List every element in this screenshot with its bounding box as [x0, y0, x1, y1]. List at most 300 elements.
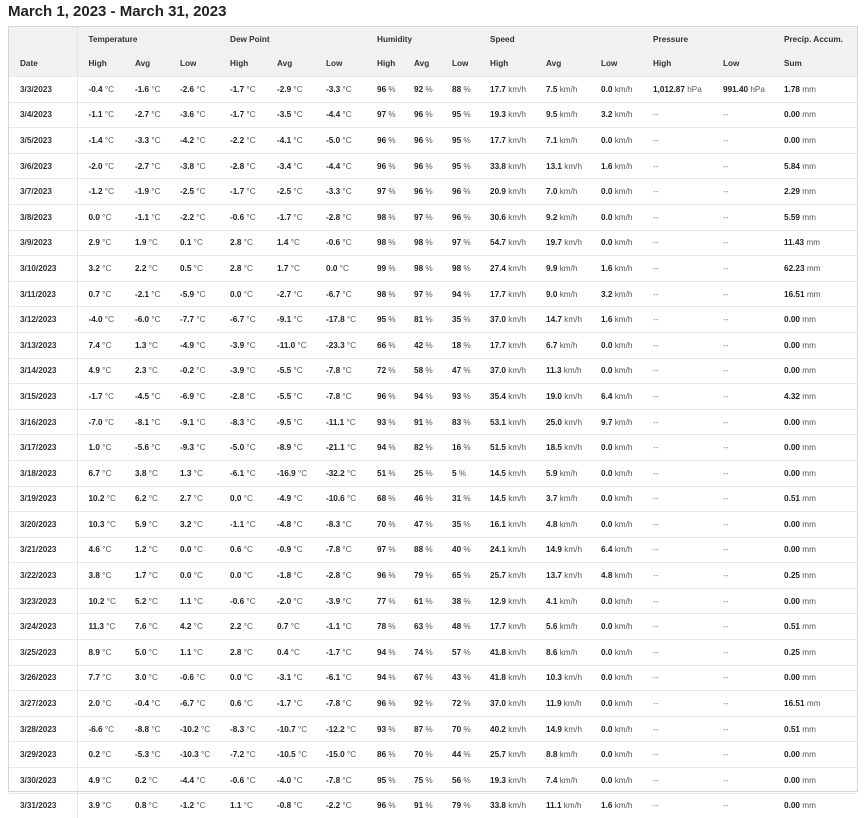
temp-low-unit: °C [196, 699, 205, 708]
humidity-high-value: 78 [377, 622, 386, 631]
humidity-avg-unit: % [425, 725, 432, 734]
speed-avg-cell [535, 588, 590, 614]
precip-sum-cell [773, 537, 857, 563]
precip-sum-unit: mm [802, 110, 816, 119]
date-cell: 3/25/2023 [9, 640, 77, 666]
dew-avg-cell [266, 332, 315, 358]
precip-sum-cell [773, 179, 857, 205]
table-row [9, 230, 857, 256]
humidity-avg-cell [403, 742, 441, 768]
date-cell: 3/31/2023 [9, 793, 77, 818]
temp-high-value: -2.0 [89, 162, 103, 171]
dew-avg-value: -16.9 [277, 469, 296, 478]
temp-high-cell [77, 77, 124, 103]
dew-high-cell [219, 409, 266, 435]
temp-high-cell [77, 281, 124, 307]
speed-high-unit: km/h [508, 725, 526, 734]
table-row [9, 742, 857, 768]
temp-avg-value: -1.6 [135, 85, 149, 94]
dew-high-value: -8.3 [230, 418, 244, 427]
temp-high-cell [77, 768, 124, 794]
temp-low-unit: °C [196, 290, 205, 299]
column-header-humidity-avg: Avg [403, 51, 441, 77]
precip-sum-value: 0.51 [784, 494, 800, 503]
humidity-avg-cell [403, 153, 441, 179]
speed-high-value: 30.6 [490, 213, 506, 222]
humidity-high-value: 99 [377, 264, 386, 273]
speed-high-value: 41.8 [490, 673, 506, 682]
humidity-high-cell [366, 230, 403, 256]
temp-avg-value: 1.9 [135, 238, 146, 247]
speed-avg-value: 10.3 [546, 673, 562, 682]
speed-low-unit: km/h [615, 264, 633, 273]
precip-sum-value: 4.32 [784, 392, 800, 401]
temp-low-unit: °C [196, 315, 205, 324]
speed-low-value: 1.6 [601, 264, 612, 273]
temp-low-cell [169, 179, 219, 205]
table-row [9, 384, 857, 410]
speed-high-unit: km/h [508, 110, 526, 119]
precip-sum-unit: mm [802, 725, 816, 734]
speed-low-cell [590, 281, 642, 307]
pressure-high-cell: -- [642, 230, 712, 256]
dew-low-cell [315, 384, 366, 410]
temp-high-cell [77, 665, 124, 691]
speed-high-value: 33.8 [490, 801, 506, 810]
temp-avg-value: -2.7 [135, 110, 149, 119]
temp-avg-cell [124, 332, 169, 358]
dew-low-value: -7.8 [326, 545, 340, 554]
precip-sum-cell [773, 230, 857, 256]
dew-low-cell [315, 691, 366, 717]
dew-avg-value: -9.5 [277, 418, 291, 427]
speed-avg-value: 14.9 [546, 545, 562, 554]
humidity-low-cell [441, 409, 479, 435]
speed-avg-value: 11.9 [546, 699, 561, 708]
speed-high-value: 12.9 [490, 597, 506, 606]
temp-avg-unit: °C [151, 110, 160, 119]
speed-high-value: 35.4 [490, 392, 506, 401]
dew-avg-unit: °C [298, 341, 307, 350]
temp-low-cell [169, 512, 219, 538]
date-cell: 3/3/2023 [9, 77, 77, 103]
speed-low-cell [590, 614, 642, 640]
temp-high-cell [77, 256, 124, 282]
humidity-low-unit: % [463, 315, 470, 324]
precip-sum-unit: mm [802, 341, 816, 350]
speed-low-unit: km/h [615, 571, 633, 580]
table-row [9, 281, 857, 307]
date-cell: 3/7/2023 [9, 179, 77, 205]
humidity-avg-unit: % [425, 469, 432, 478]
dew-high-value: 1.1 [230, 801, 241, 810]
speed-avg-unit: km/h [560, 469, 578, 478]
temp-avg-cell [124, 588, 169, 614]
humidity-low-cell [441, 384, 479, 410]
temp-low-value: -3.6 [180, 110, 194, 119]
humidity-avg-value: 82 [414, 443, 423, 452]
dew-avg-unit: °C [293, 571, 302, 580]
date-cell: 3/17/2023 [9, 435, 77, 461]
column-header-speed-avg: Avg [535, 51, 590, 77]
speed-avg-cell [535, 384, 590, 410]
pressure-low-unit: hPa [750, 85, 765, 94]
humidity-avg-unit: % [425, 264, 432, 273]
speed-avg-cell [535, 640, 590, 666]
humidity-avg-cell [403, 460, 441, 486]
precip-sum-unit: mm [802, 315, 816, 324]
speed-avg-value: 9.9 [546, 264, 557, 273]
temp-avg-value: -3.3 [135, 136, 149, 145]
dew-avg-unit: °C [291, 264, 300, 273]
humidity-high-value: 94 [377, 673, 386, 682]
temp-high-value: -1.2 [89, 187, 103, 196]
dew-low-unit: °C [342, 571, 351, 580]
temp-low-unit: °C [194, 545, 203, 554]
humidity-avg-unit: % [425, 290, 432, 299]
humidity-low-unit: % [463, 443, 470, 452]
speed-low-cell [590, 793, 642, 818]
temp-avg-cell [124, 742, 169, 768]
temp-high-unit: °C [107, 494, 116, 503]
precip-sum-unit: mm [802, 136, 816, 145]
temp-low-cell [169, 77, 219, 103]
humidity-avg-unit: % [425, 85, 432, 94]
dew-low-cell [315, 332, 366, 358]
dew-low-cell [315, 563, 366, 589]
humidity-high-value: 97 [377, 110, 386, 119]
humidity-avg-unit: % [425, 341, 432, 350]
pressure-high-cell: -- [642, 384, 712, 410]
dew-avg-cell [266, 640, 315, 666]
humidity-high-cell [366, 281, 403, 307]
speed-low-value: 0.0 [601, 597, 612, 606]
dew-low-unit: °C [342, 648, 351, 657]
temp-low-cell [169, 460, 219, 486]
speed-low-unit: km/h [615, 597, 633, 606]
humidity-low-cell [441, 512, 479, 538]
temp-high-cell [77, 435, 124, 461]
humidity-avg-value: 98 [414, 238, 423, 247]
precip-sum-unit: mm [802, 801, 816, 810]
humidity-high-value: 95 [377, 315, 386, 324]
humidity-low-unit: % [463, 801, 470, 810]
temp-avg-cell [124, 640, 169, 666]
humidity-high-cell [366, 204, 403, 230]
speed-high-cell [479, 204, 535, 230]
precip-sum-unit: mm [802, 545, 816, 554]
humidity-high-value: 98 [377, 238, 386, 247]
temp-avg-value: -5.6 [135, 443, 149, 452]
speed-high-cell [479, 281, 535, 307]
dew-low-cell [315, 204, 366, 230]
speed-high-value: 17.7 [490, 290, 506, 299]
speed-avg-unit: km/h [564, 162, 582, 171]
dew-avg-cell [266, 77, 315, 103]
speed-high-unit: km/h [508, 469, 526, 478]
speed-low-value: 0.0 [601, 750, 612, 759]
speed-low-unit: km/h [615, 725, 633, 734]
temp-low-unit: °C [194, 469, 203, 478]
speed-avg-value: 9.5 [546, 110, 557, 119]
table-row [9, 537, 857, 563]
dew-low-cell [315, 742, 366, 768]
speed-low-unit: km/h [615, 699, 633, 708]
pressure-high-value: 1,012.87 [653, 85, 685, 94]
precip-sum-cell [773, 409, 857, 435]
precip-sum-value: 0.00 [784, 136, 800, 145]
speed-avg-value: 13.1 [546, 162, 562, 171]
dew-low-unit: °C [347, 469, 356, 478]
dew-avg-unit: °C [293, 801, 302, 810]
humidity-low-unit: % [463, 673, 470, 682]
precip-sum-cell [773, 281, 857, 307]
pressure-low-cell: -- [712, 332, 773, 358]
dew-high-cell [219, 230, 266, 256]
speed-low-cell [590, 204, 642, 230]
humidity-low-unit: % [463, 110, 470, 119]
speed-low-cell [590, 256, 642, 282]
speed-low-unit: km/h [615, 341, 633, 350]
pressure-low-cell: -- [712, 281, 773, 307]
temp-high-unit: °C [105, 392, 114, 401]
humidity-avg-value: 88 [414, 545, 423, 554]
speed-high-unit: km/h [508, 597, 526, 606]
speed-low-value: 3.2 [601, 110, 612, 119]
speed-high-value: 14.5 [490, 469, 506, 478]
column-header-speed-low: Low [590, 51, 642, 77]
temp-avg-cell [124, 460, 169, 486]
humidity-high-unit: % [388, 673, 395, 682]
humidity-avg-unit: % [425, 571, 432, 580]
speed-high-unit: km/h [508, 290, 526, 299]
temp-avg-value: -4.5 [135, 392, 149, 401]
humidity-high-unit: % [388, 469, 395, 478]
humidity-avg-value: 96 [414, 136, 423, 145]
humidity-high-unit: % [388, 290, 395, 299]
temp-avg-unit: °C [149, 776, 158, 785]
dew-high-value: 2.8 [230, 648, 241, 657]
temp-low-value: 1.1 [180, 648, 191, 657]
dew-avg-cell [266, 563, 315, 589]
speed-avg-value: 14.7 [546, 315, 562, 324]
precip-sum-cell [773, 128, 857, 154]
precip-sum-unit: mm [807, 699, 821, 708]
speed-avg-cell [535, 512, 590, 538]
humidity-avg-unit: % [425, 443, 432, 452]
humidity-high-cell [366, 77, 403, 103]
dew-high-value: -6.1 [230, 469, 244, 478]
precip-sum-value: 0.00 [784, 545, 800, 554]
temp-avg-value: 5.9 [135, 520, 146, 529]
header-date-spacer [9, 27, 77, 51]
humidity-high-cell [366, 742, 403, 768]
speed-high-cell [479, 537, 535, 563]
humidity-low-unit: % [463, 750, 470, 759]
dew-avg-cell [266, 742, 315, 768]
speed-avg-cell [535, 332, 590, 358]
precip-sum-unit: mm [806, 238, 820, 247]
temp-low-value: -2.2 [180, 213, 194, 222]
dew-low-value: -3.3 [326, 85, 340, 94]
dew-low-cell [315, 793, 366, 818]
dew-avg-cell [266, 512, 315, 538]
temp-low-cell [169, 384, 219, 410]
dew-high-cell [219, 614, 266, 640]
humidity-avg-cell [403, 332, 441, 358]
precip-sum-cell [773, 512, 857, 538]
humidity-low-cell [441, 460, 479, 486]
dew-high-value: -1.1 [230, 520, 244, 529]
humidity-low-unit: % [459, 469, 466, 478]
precip-sum-unit: mm [802, 443, 816, 452]
humidity-low-value: 72 [452, 699, 461, 708]
dew-avg-unit: °C [293, 699, 302, 708]
temp-low-value: 2.7 [180, 494, 191, 503]
humidity-high-unit: % [388, 392, 395, 401]
pressure-high-cell: -- [642, 435, 712, 461]
temp-low-cell [169, 742, 219, 768]
temp-avg-cell [124, 563, 169, 589]
dew-low-unit: °C [342, 622, 351, 631]
temp-low-value: -4.9 [180, 341, 194, 350]
speed-avg-unit: km/h [560, 622, 578, 631]
precip-sum-cell [773, 793, 857, 818]
dew-high-unit: °C [244, 238, 253, 247]
dew-avg-unit: °C [293, 110, 302, 119]
speed-high-value: 40.2 [490, 725, 506, 734]
humidity-high-unit: % [388, 418, 395, 427]
dew-avg-unit: °C [293, 213, 302, 222]
temp-high-unit: °C [102, 750, 111, 759]
pressure-low-cell: -- [712, 409, 773, 435]
humidity-high-cell [366, 614, 403, 640]
temp-high-value: -6.6 [89, 725, 103, 734]
table-row [9, 179, 857, 205]
speed-avg-unit: km/h [560, 213, 578, 222]
dew-high-value: -3.9 [230, 341, 244, 350]
temp-avg-unit: °C [151, 187, 160, 196]
speed-avg-unit: km/h [564, 315, 582, 324]
dew-low-unit: °C [342, 699, 351, 708]
speed-low-unit: km/h [615, 673, 633, 682]
temp-low-unit: °C [196, 110, 205, 119]
humidity-avg-value: 96 [414, 187, 423, 196]
dew-low-cell [315, 588, 366, 614]
humidity-low-unit: % [463, 571, 470, 580]
dew-high-value: -3.9 [230, 366, 244, 375]
humidity-low-value: 5 [452, 469, 457, 478]
dew-low-unit: °C [347, 418, 356, 427]
speed-high-unit: km/h [508, 571, 526, 580]
temp-high-value: 3.9 [89, 801, 100, 810]
humidity-avg-value: 42 [414, 341, 423, 350]
dew-high-cell [219, 204, 266, 230]
humidity-high-value: 77 [377, 597, 386, 606]
humidity-high-value: 93 [377, 725, 386, 734]
speed-low-unit: km/h [615, 366, 633, 375]
humidity-avg-unit: % [425, 418, 432, 427]
temp-high-cell [77, 563, 124, 589]
humidity-avg-unit: % [425, 136, 432, 145]
speed-avg-cell [535, 691, 590, 717]
speed-high-cell [479, 716, 535, 742]
precip-sum-unit: mm [802, 750, 816, 759]
dew-high-unit: °C [244, 264, 253, 273]
temp-high-value: 11.3 [89, 622, 104, 631]
dew-low-unit: °C [342, 545, 351, 554]
temp-low-value: -6.9 [180, 392, 194, 401]
speed-low-value: 1.6 [601, 801, 612, 810]
temp-low-value: 3.2 [180, 520, 191, 529]
speed-low-value: 0.0 [601, 187, 612, 196]
speed-low-cell [590, 742, 642, 768]
humidity-low-cell [441, 179, 479, 205]
temp-high-cell [77, 179, 124, 205]
precip-sum-value: 0.00 [784, 469, 800, 478]
speed-avg-value: 8.8 [546, 750, 557, 759]
table-row [9, 256, 857, 282]
pressure-low-cell: -- [712, 307, 773, 333]
precip-sum-cell [773, 204, 857, 230]
temp-avg-unit: °C [151, 213, 160, 222]
temp-avg-value: -1.9 [135, 187, 149, 196]
dew-avg-unit: °C [293, 85, 302, 94]
speed-high-cell [479, 128, 535, 154]
temp-avg-unit: °C [151, 392, 160, 401]
speed-avg-cell [535, 230, 590, 256]
dew-low-cell [315, 256, 366, 282]
dew-avg-value: -4.0 [277, 776, 291, 785]
speed-avg-unit: km/h [564, 571, 582, 580]
temp-low-value: 4.2 [180, 622, 191, 631]
speed-avg-unit: km/h [564, 545, 582, 554]
humidity-low-value: 83 [452, 418, 461, 427]
humidity-high-unit: % [388, 341, 395, 350]
dew-avg-cell [266, 537, 315, 563]
dew-avg-cell [266, 153, 315, 179]
dew-low-unit: °C [342, 238, 351, 247]
dew-low-unit: °C [340, 264, 349, 273]
speed-low-unit: km/h [615, 776, 633, 785]
temp-high-unit: °C [102, 366, 111, 375]
speed-avg-unit: km/h [560, 110, 578, 119]
dew-avg-unit: °C [293, 520, 302, 529]
temp-high-unit: °C [102, 648, 111, 657]
precip-sum-cell [773, 614, 857, 640]
dew-low-cell [315, 435, 366, 461]
speed-low-unit: km/h [615, 392, 633, 401]
pressure-high-cell: -- [642, 281, 712, 307]
humidity-low-cell [441, 665, 479, 691]
table-row [9, 793, 857, 818]
temp-low-unit: °C [194, 622, 203, 631]
dew-low-cell [315, 537, 366, 563]
dew-low-unit: °C [342, 366, 351, 375]
humidity-high-cell [366, 102, 403, 128]
dew-high-unit: °C [246, 418, 255, 427]
speed-avg-cell [535, 435, 590, 461]
dew-high-cell [219, 793, 266, 818]
speed-avg-unit: km/h [560, 520, 578, 529]
dew-high-cell [219, 563, 266, 589]
speed-low-unit: km/h [615, 494, 633, 503]
temp-avg-cell [124, 281, 169, 307]
temp-low-unit: °C [196, 366, 205, 375]
pressure-low-cell: -- [712, 640, 773, 666]
humidity-low-cell [441, 691, 479, 717]
precip-sum-unit: mm [802, 469, 816, 478]
